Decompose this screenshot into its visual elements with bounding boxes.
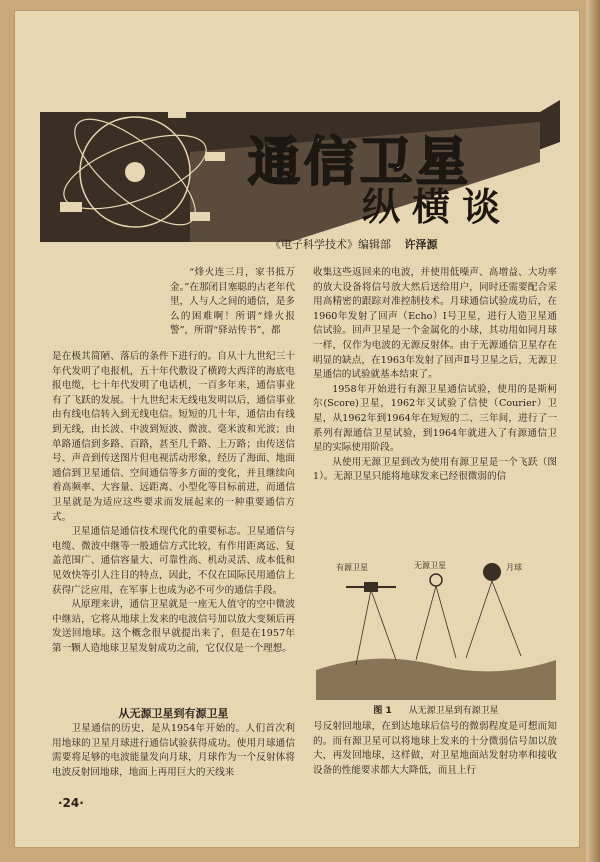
- right-paragraph-3: 从使用无源卫星到改为使用有源卫星是一个飞跃（图1）。无源卫星只能将地球发来已经很微弱的信: [313, 456, 557, 483]
- figure-caption: [318, 703, 554, 716]
- page-number: ·24·: [58, 796, 84, 810]
- left-paragraph-4: 卫星通信的历史，是从1954年开始的。人们首次利用地球的卫星月球进行通信试验获得成功。使用月球通信需要将足够的电波能量发向月球，月球作为一个反射体将电波反射回地球，地面上再用巨大的天线来: [52, 723, 295, 778]
- figure-number: 图 1: [373, 706, 392, 716]
- left-paragraph-3: 从原理来讲，通信卫星就是一座无人值守的空中微波中继站，它将从地球上发来的电波信号加以放大变频后再发送回地球。这个概念很早就提出来了，但是在1957年第一颗人造地球卫星发射成功之前，它仅仅是一个理想。: [52, 599, 295, 654]
- label-active-satellite: 有源卫星: [336, 563, 368, 572]
- satellite-diagram: [316, 560, 556, 700]
- label-moon: 月球: [506, 563, 522, 572]
- right-column-bottom: [313, 720, 557, 778]
- intro-text: “烽火连三月，家书抵万金。”在那闭目塞聪的古老年代里，人与人之间的通信，是多么的困难啊！所谓“烽火报警”，所谓“驿站传书”，都: [170, 267, 295, 337]
- intro-paragraph-top: [170, 266, 295, 339]
- left-paragraph-2: 卫星通信是通信技术现代化的重要标志。卫星通信与电缆、微波中继等一般通信方式比较，有作用距离远、复盖范围广、通信容量大、可靠性高、机动灵活、成本低和见效快等引人注目的特点，因此，不仅在国际民用通信上获得广泛应用，在军事上也成为必不可少的通信手段。: [52, 526, 295, 596]
- right-paragraph-2: 1958年开始进行有源卫星通信试验，使用的是斯柯尔(Score)卫星，1962年又试验了信使（Courier）卫星，从1962年到1964年在短短的二、三年间，进行了一系列有源通信卫星试验，到1964年就进入了有源通信卫星的实际使用阶段。: [313, 383, 557, 454]
- left-column: [52, 350, 295, 656]
- label-passive-satellite: 无源卫星: [414, 561, 446, 570]
- article-title-line2: 纵横谈: [362, 185, 513, 229]
- byline-author: 许泽源: [404, 238, 438, 251]
- right-column: [313, 266, 557, 485]
- article-title-line1: 通信卫星: [248, 133, 473, 193]
- right-paragraph-4: 号反射回地球，在到达地球后信号的微弱程度是可想而知的。而有源卫星可以将地球上发来的十分微弱信号加以放大，再发回地球，这样做，对卫星地面站发射功率和接收设备的性能要求都大大降低，而且上行: [313, 721, 557, 776]
- figure-caption-text: 从无源卫星到有源卫星: [408, 706, 499, 716]
- page-spine: [586, 0, 600, 862]
- byline-source: 《电子科学技术》编辑部: [270, 238, 391, 251]
- section-heading: 从无源卫星到有源卫星: [118, 707, 229, 720]
- right-paragraph-1: 收集这些返回来的电波，并使用低噪声、高增益、大功率的放大设备将信号放大然后送给用户，同时还需要配合采用高精密的跟踪对准控制技术。月球通信试验成功后，在1960年发射了回声（Echo）Ⅰ号卫星，进行人造卫星通信试验。回声卫星是一个金属化的小球，其功用如同月球一样，仅作为电波的无源反射体。由于无源通信卫星存在明显的缺点，在1963年发射了回声Ⅱ号卫星之后，无源卫星通信的试验就基本结束了。: [313, 267, 557, 381]
- left-column-bottom: [52, 722, 295, 780]
- left-paragraph-1: 是在极其简陋、落后的条件下进行的。自从十九世纪三十年代发明了电报机，五十年代敷设了横跨大西洋的海底电报电缆，七十年代发明了电话机，一百多年来，通信事业有了飞跃的发展。十九世纪末无线电发明以后，通信事业由有线电信转入到无线电信。短短的几十年，通信由有线到无线，由长波、中波到短波、微波、毫米波和光波；由单路通信到多路、百路，甚至几千路、上万路；由传送信号、声音到传送图片但电视活动形象，经历了海面、地面通信到卫星通信、空间通信等多方面的变化，并且继续向着高频率、大容量、远距离、小型化等目标前进，而通信卫星就是为适应这些要求而发展起来的一种重要通信方式。: [52, 351, 295, 523]
- byline: [270, 236, 490, 252]
